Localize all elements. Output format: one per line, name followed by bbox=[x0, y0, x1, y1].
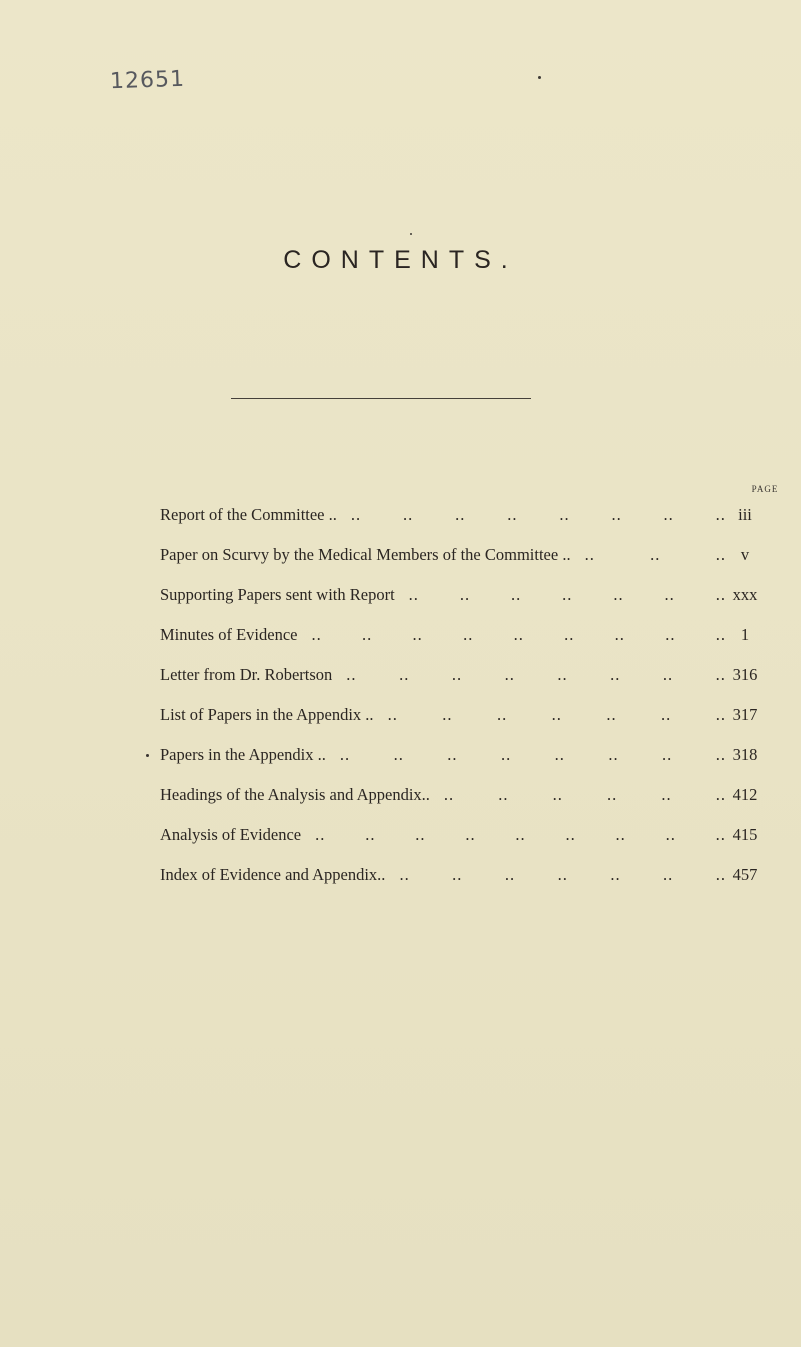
dot-leader: .. .. .. .. .. .. .. bbox=[408, 585, 726, 604]
toc-entry-page: 316 bbox=[732, 665, 758, 684]
dot-leader: .. .. .. .. .. .. bbox=[443, 785, 726, 804]
dot-leader: .. .. .. .. .. .. .. .. .. bbox=[315, 825, 726, 844]
toc-entry-papers-appendix[interactable] bbox=[160, 742, 800, 782]
toc-entry-supporting-papers[interactable] bbox=[160, 582, 800, 622]
dot-leader: .. .. .. bbox=[584, 545, 726, 564]
toc-entry-title: Index of Evidence and Appendix.. bbox=[160, 865, 386, 884]
toc-entry-page: 457 bbox=[732, 865, 758, 884]
dot-leader: .. .. .. .. .. .. .. bbox=[387, 705, 726, 724]
toc-entry-title: Supporting Papers sent with Report bbox=[160, 585, 395, 604]
toc-entry-page: xxx bbox=[732, 585, 758, 604]
toc-entry-title: Report of the Committee .. bbox=[160, 505, 337, 524]
ink-speck bbox=[538, 76, 541, 79]
toc-entry-page: 412 bbox=[732, 785, 758, 804]
toc-entry-page: 1 bbox=[740, 625, 750, 644]
dot-leader: .. .. .. .. .. .. .. .. bbox=[350, 505, 726, 524]
toc-entry-title: Papers in the Appendix .. bbox=[160, 745, 326, 764]
toc-entry-title: Letter from Dr. Robertson bbox=[160, 665, 333, 684]
table-of-contents bbox=[160, 502, 800, 892]
shelfmark-annotation: 12651 bbox=[109, 66, 186, 95]
toc-entry-title: List of Papers in the Appendix .. bbox=[160, 705, 374, 724]
toc-entry-report[interactable] bbox=[160, 502, 800, 542]
toc-entry-page: v bbox=[740, 545, 750, 564]
toc-entry-page: 415 bbox=[732, 825, 758, 844]
toc-entry-page: 317 bbox=[732, 705, 758, 724]
title-divider bbox=[231, 398, 531, 399]
dot-leader: .. .. .. .. .. .. .. .. bbox=[346, 665, 726, 684]
toc-entry-page: 318 bbox=[732, 745, 758, 764]
dot-leader: .. .. .. .. .. .. .. bbox=[399, 865, 726, 884]
toc-entry-page: iii bbox=[738, 505, 752, 524]
toc-entry-title: Analysis of Evidence bbox=[160, 825, 302, 844]
toc-entry-scurvy-paper[interactable] bbox=[160, 542, 800, 582]
toc-entry-minutes[interactable] bbox=[160, 622, 800, 662]
dot-leader: .. .. .. .. .. .. .. .. bbox=[339, 745, 726, 764]
toc-entry-title: Headings of the Analysis and Appendix.. bbox=[160, 785, 430, 804]
toc-entry-title: Minutes of Evidence bbox=[160, 625, 298, 644]
toc-entry-letter[interactable] bbox=[160, 662, 800, 702]
ink-speck bbox=[410, 233, 412, 235]
page-title: CONTENTS. bbox=[283, 246, 518, 274]
toc-entry-analysis[interactable] bbox=[160, 822, 800, 862]
toc-entry-headings[interactable] bbox=[160, 782, 800, 822]
dot-leader: .. .. .. .. .. .. .. .. .. bbox=[311, 625, 726, 644]
margin-bullet bbox=[146, 754, 149, 757]
toc-entry-index[interactable] bbox=[160, 862, 800, 892]
page-column-header: PAGE bbox=[751, 484, 779, 494]
toc-entry-list-of-papers[interactable] bbox=[160, 702, 800, 742]
toc-entry-title: Paper on Scurvy by the Medical Members of the Committee .. bbox=[160, 545, 571, 564]
